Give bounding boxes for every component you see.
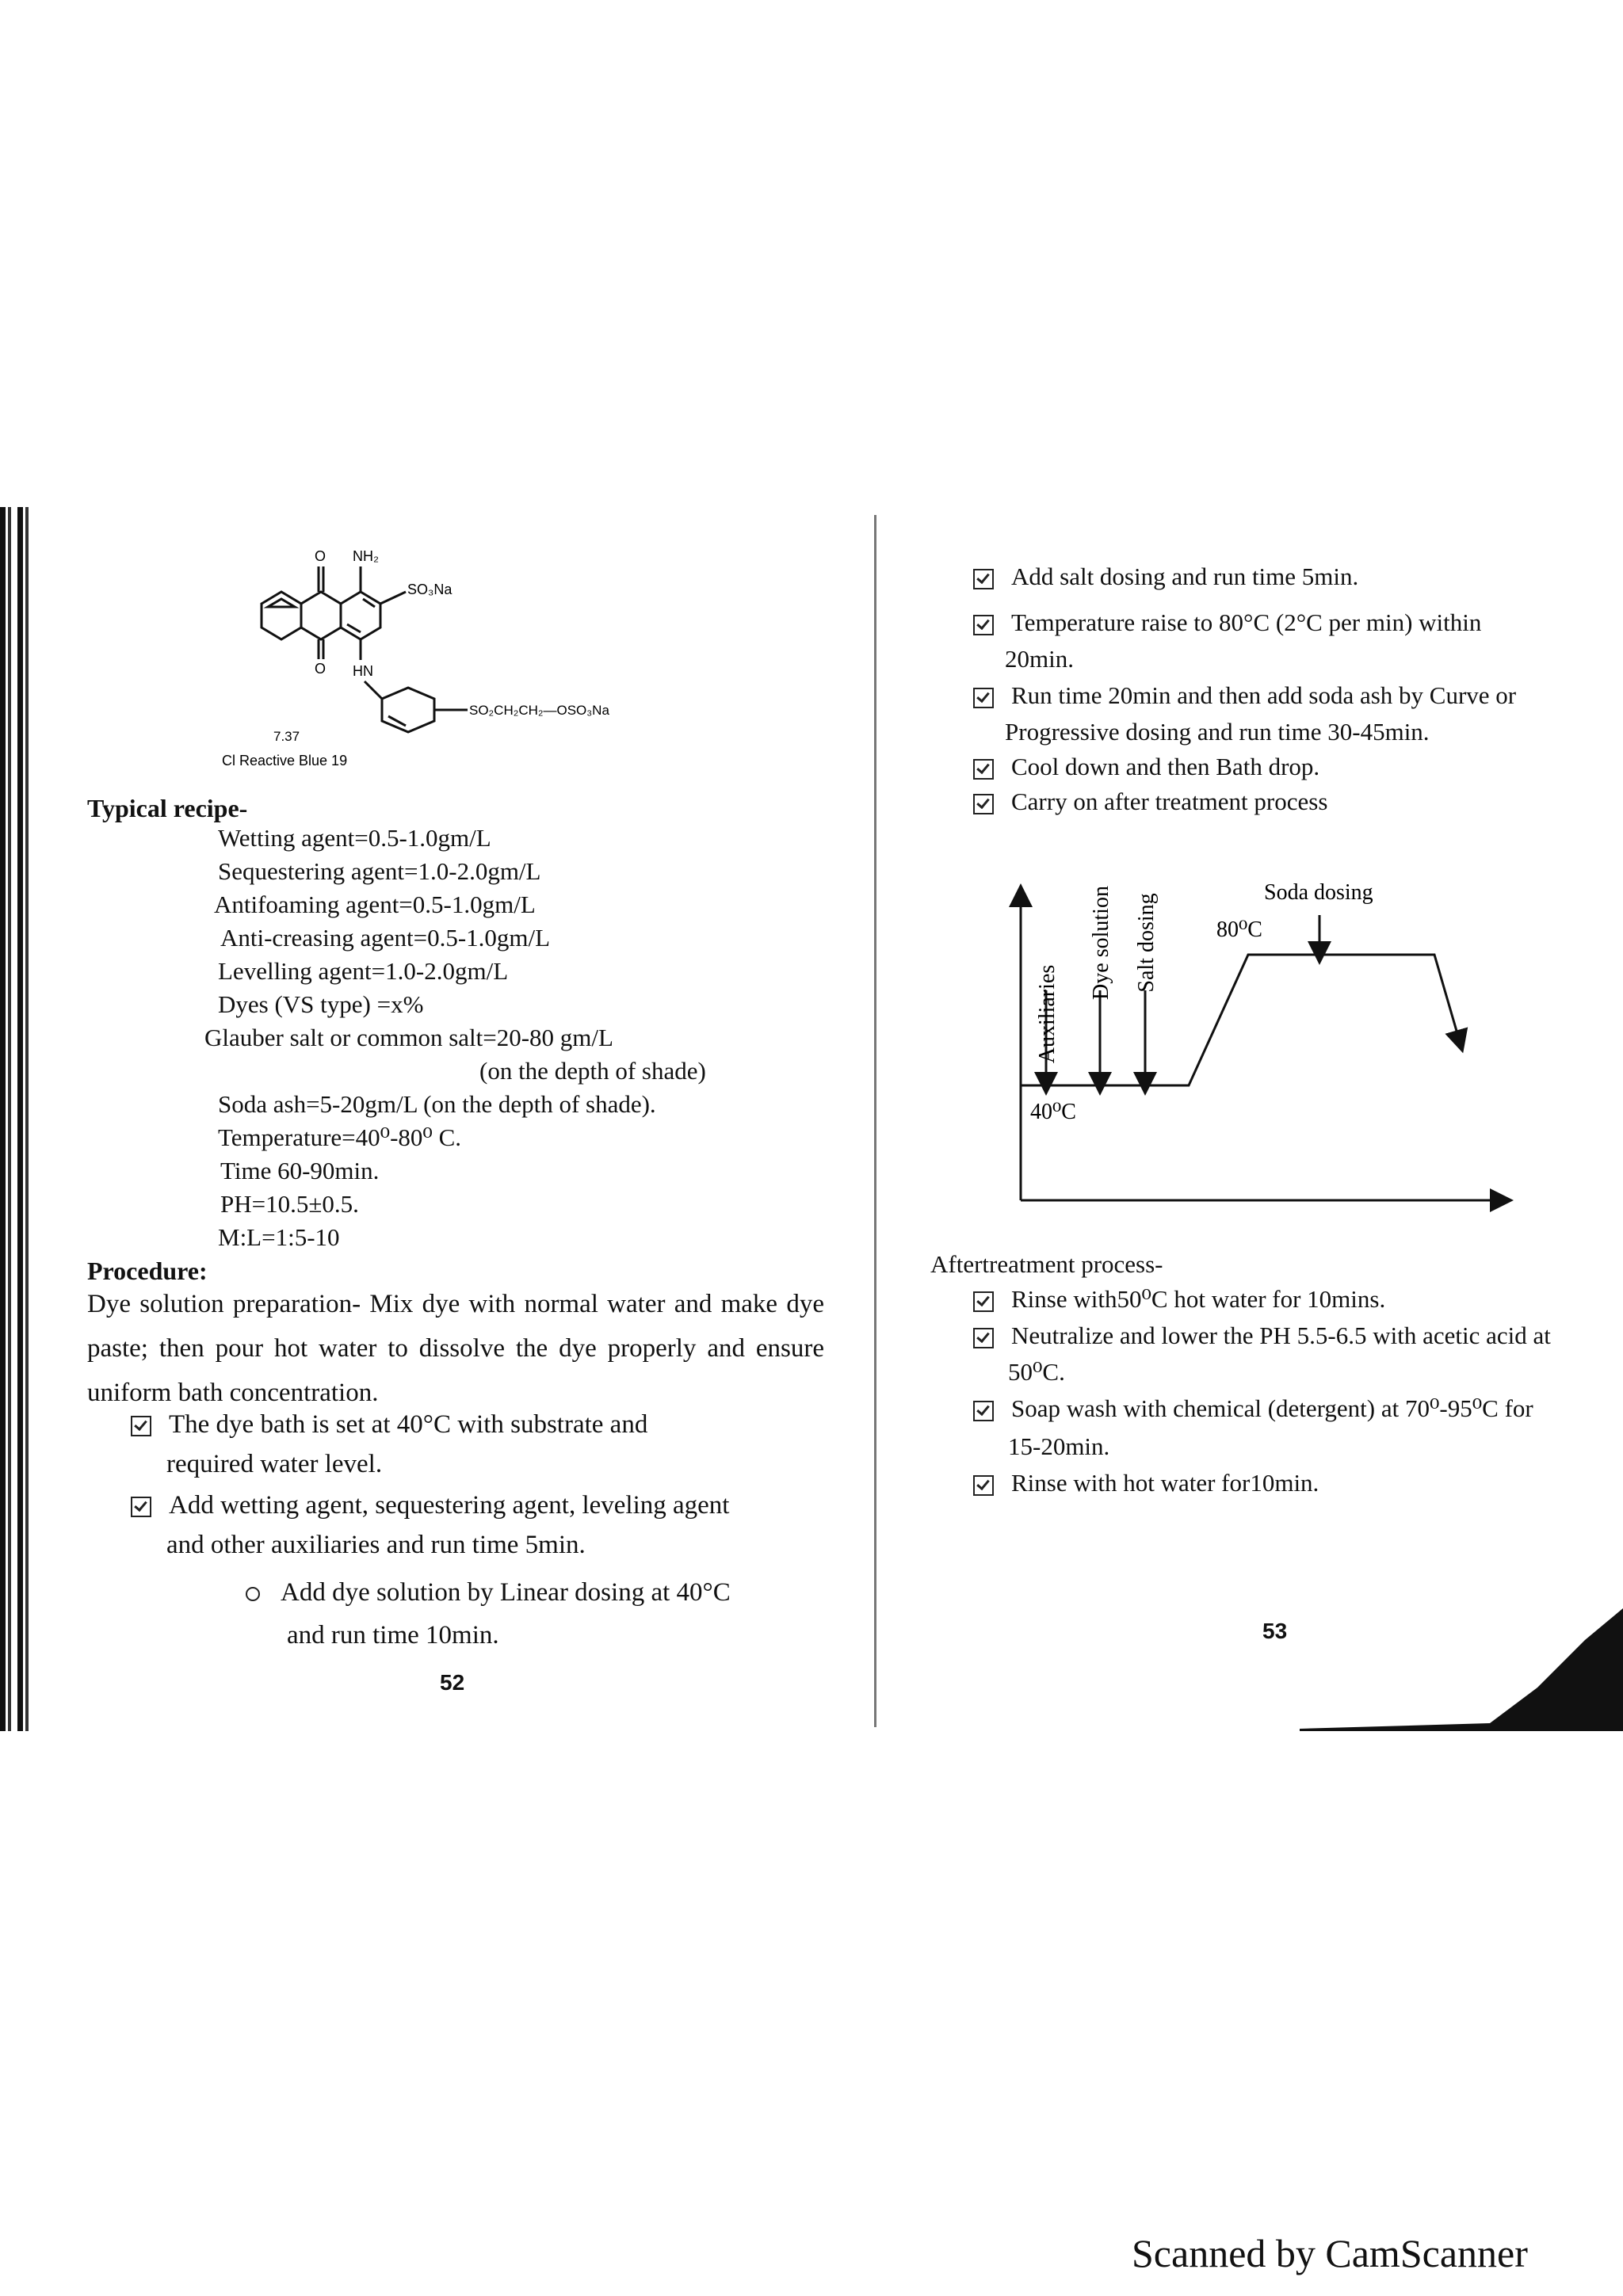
recipe-item: Sequestering agent=1.0-2.0gm/L [218,857,541,885]
step-continuation: Progressive dosing and run time 30-45min. [1005,718,1430,746]
sub-step-continuation: and run time 10min. [287,1621,499,1650]
page-number-right: 53 [1262,1619,1288,1643]
step-continuation: required water level. [166,1450,383,1478]
step-line: Temperature raise to 80°C (2°C per min) within [1011,608,1482,636]
checkbox-icon [973,759,994,780]
procedure-step [131,1491,729,1520]
figure-number: 7.37 [273,729,300,744]
aftertreatment-title: Aftertreatment process- [930,1250,1163,1278]
step-line: The dye bath is set at 40°C with substrate and [169,1410,648,1439]
recipe-item: Antifoaming agent=0.5-1.0gm/L [214,891,536,918]
recipe-title: Typical recipe- [87,794,248,822]
figure-caption: Cl Reactive Blue 19 [222,753,348,769]
chemical-structure-figure [222,531,713,769]
book-spine-left-edge [0,507,35,1731]
atom-o-top: O [315,548,327,564]
step-continuation: 15-20min. [1008,1432,1110,1460]
scan-shadow-corner [1300,1592,1623,1731]
step-line: Add salt dosing and run time 5min. [1011,563,1359,590]
recipe-item: Levelling agent=1.0-2.0gm/L [218,957,509,985]
step-line: Carry on after treatment process [1011,788,1328,815]
dye-solution-label: Dye solution [1089,886,1113,1000]
aftertreatment-step [973,1322,1551,1350]
step-line: Add wetting agent, sequestering agent, leveling agent [169,1491,730,1520]
recipe-item: M:L=1:5-10 [218,1223,340,1251]
recipe-item: Wetting agent=0.5-1.0gm/L [218,824,491,852]
step-line: Neutralize and lower the PH 5.5-6.5 with acetic acid at [1011,1322,1551,1349]
procedure-sub-step [246,1578,731,1608]
recipe-item: Anti-creasing agent=0.5-1.0gm/L [220,924,551,952]
aftertreatment-step [973,1469,1319,1497]
recipe-item: Temperature=40⁰-80⁰ C. [218,1123,462,1151]
checkbox-icon [973,615,994,635]
page-gutter [874,515,876,1727]
step-line: Rinse with50⁰C hot water for 10mins. [1011,1285,1386,1313]
recipe-item: Glauber salt or common salt=20-80 gm/L [204,1024,613,1051]
atom-nh2: NH₂ [353,548,379,564]
step-line: Soap wash with chemical (detergent) at 70⁰-95⁰C for [1011,1394,1533,1422]
process-step [973,753,1319,781]
procedure-step [131,1410,647,1440]
checkbox-icon [973,569,994,589]
sub-step-line: Add dye solution by Linear dosing at 40°C [281,1578,731,1607]
checkbox-icon [973,1291,994,1312]
atom-hn: HN [353,663,373,679]
recipe-item: Soda ash=5-20gm/L (on the depth of shade). [218,1090,656,1118]
dyeing-process-diagram [1006,864,1514,1212]
process-step [973,563,1358,591]
checkbox-icon [131,1416,151,1436]
recipe-item: Dyes (VS type) =x% [218,990,424,1018]
process-step [973,681,1516,710]
page-number-left: 52 [440,1670,465,1695]
recipe-item: (on the depth of shade) [479,1057,706,1085]
atom-side-chain: SO₂CH₂CH₂—OSO₃Na [469,703,609,718]
soda-dosing-label: Soda dosing [1264,880,1373,905]
checkbox-icon [131,1497,151,1517]
step-continuation: 20min. [1005,645,1074,673]
scanner-watermark: Scanned by CamScanner [1132,2231,1528,2275]
salt-dosing-label: Salt dosing [1134,893,1159,993]
procedure-title: Procedure: [87,1257,208,1285]
process-step [973,788,1327,816]
auxiliaries-label: Auxiliaries [1035,964,1060,1064]
checkbox-icon [973,688,994,708]
procedure-paragraph: Dye solution preparation- Mix dye with normal water and make dye paste; then pour hot water to dissolve the dye properly and ensure uniform bath concentration. [87,1290,824,1407]
checkbox-icon [973,1475,994,1496]
temp-low-label: 40⁰C [1030,1100,1076,1124]
step-continuation: 50⁰C. [1008,1358,1065,1386]
checkbox-icon [973,1328,994,1348]
checkbox-icon [973,1401,994,1421]
recipe-item: PH=10.5±0.5. [220,1190,359,1218]
aftertreatment-step [973,1285,1385,1314]
circle-bullet-icon [246,1587,260,1601]
aftertreatment-step [973,1394,1533,1423]
temp-high-label: 80⁰C [1216,917,1262,942]
process-step [973,608,1481,637]
step-line: Run time 20min and then add soda ash by Curve or [1011,681,1517,709]
step-line: Cool down and then Bath drop. [1011,753,1320,780]
recipe-item: Time 60-90min. [220,1157,380,1184]
atom-o-bottom: O [315,661,327,677]
checkbox-icon [973,794,994,814]
atom-so3na: SO₃Na [407,582,453,597]
step-continuation: and other auxiliaries and run time 5min. [166,1531,586,1559]
step-line: Rinse with hot water for10min. [1011,1469,1319,1497]
